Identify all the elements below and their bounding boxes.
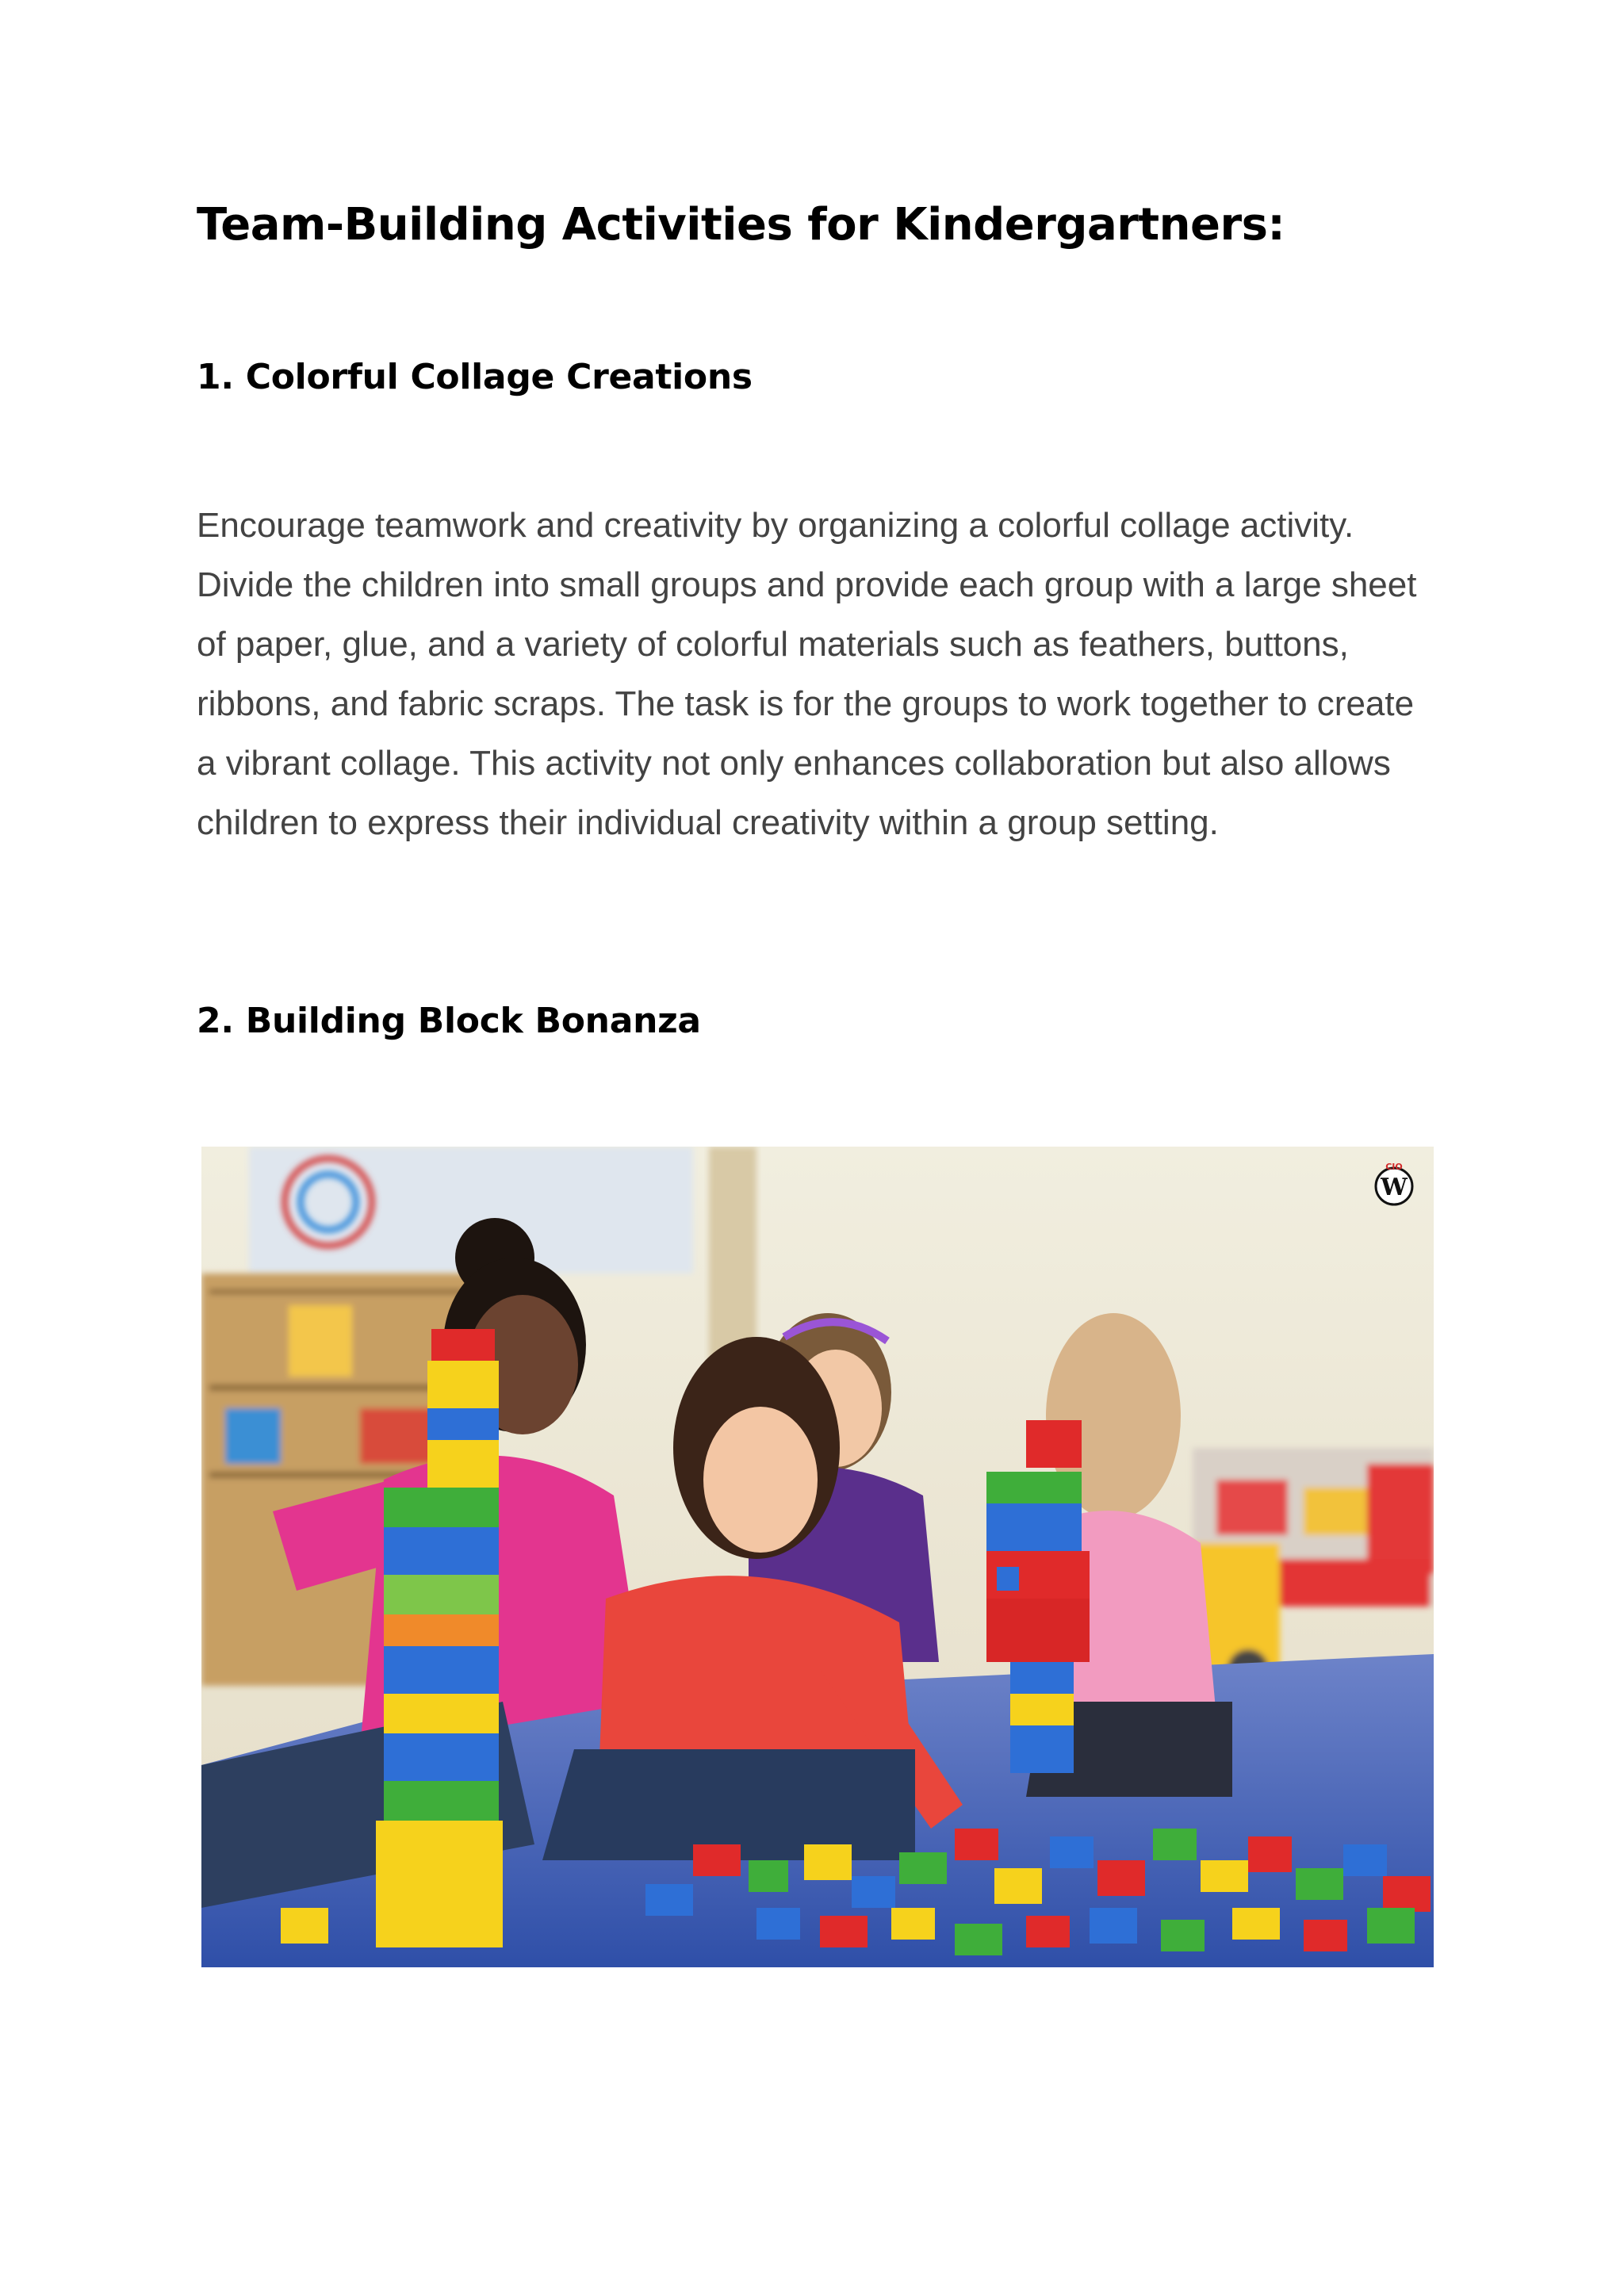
section-heading-colorful-collage: 1. Colorful Collage Creations xyxy=(197,357,753,397)
children-building-blocks-photo xyxy=(201,1147,1434,1967)
section-heading-building-block: 2. Building Block Bonanza xyxy=(197,1001,701,1041)
section-body-colorful-collage: Encourage teamwork and creativity by organizing a colorful collage activity. Divide the children into small groups and provide each group with a large sheet of paper, glue, and a variety of colorful materials such as feathers, buttons, ribbons, and fabric scraps. The task is for the groups to work together to create a vibrant collage. This activity not only enhances collaboration but also allows children to express their individual creativity within a group setting. xyxy=(197,506,1417,842)
cio-watermark-logo xyxy=(1372,1162,1416,1207)
svg-text:CIO: CIO xyxy=(1385,1162,1403,1172)
page-title: Team-Building Activities for Kindergartners: xyxy=(197,199,1285,251)
svg-text:W: W xyxy=(1381,1174,1408,1201)
